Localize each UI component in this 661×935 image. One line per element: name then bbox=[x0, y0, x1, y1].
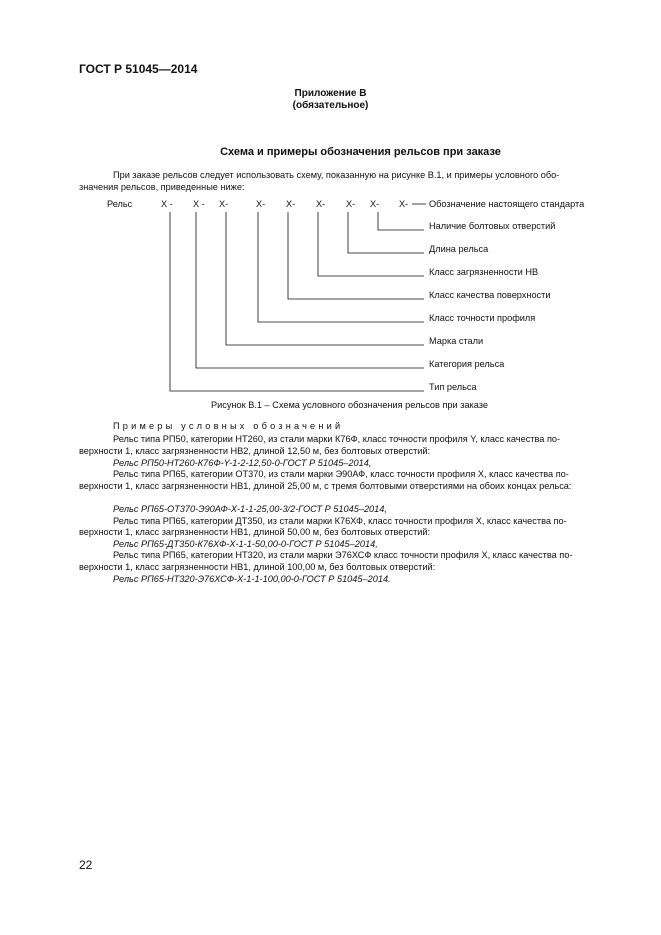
example-line-6: верхности 1, класс загрязненности НВ1, длиной 50,00 м, без болтовых отверстий: bbox=[79, 527, 431, 537]
document-header: ГОСТ Р 51045—2014 bbox=[79, 62, 198, 76]
scheme-connector-line-6 bbox=[258, 212, 424, 322]
scheme-label-4: Класс загрязненности НВ bbox=[429, 267, 539, 277]
example-line-5: Рельс типа РП65, категории ДТ350, из стали марки К76ХФ, класс точности профиля Х, класс качества по- bbox=[113, 516, 567, 526]
scheme-position-9: Х- bbox=[399, 199, 409, 209]
scheme-position-2: Х - bbox=[193, 199, 205, 209]
scheme-position-6: Х- bbox=[316, 199, 326, 209]
scheme-prefix: Рельс bbox=[107, 199, 133, 209]
scheme-label-5: Класс качества поверхности bbox=[429, 290, 551, 300]
scheme-label-1: Обозначение настоящего стандарта bbox=[429, 199, 585, 209]
scheme-position-1: Х - bbox=[161, 199, 173, 209]
scheme-connector-line-5 bbox=[288, 212, 424, 299]
example-line-3: Рельс типа РП65, категории ОТ370, из стали марки Э90АФ, класс точности профиля Х, класс качества по- bbox=[113, 469, 569, 479]
figure-caption: Рисунок В.1 – Схема условного обозначения рельсов при заказе bbox=[211, 400, 488, 410]
example-designation-4: Рельс РП65-НТ320-Э76ХСФ-Х-1-1-100,00-0-ГОСТ Р 51045–2014. bbox=[113, 574, 391, 584]
scheme-position-5: Х- bbox=[286, 199, 296, 209]
page-number: 22 bbox=[79, 858, 93, 872]
appendix-subtitle: (обязательное) bbox=[292, 100, 369, 111]
example-line-1: Рельс типа РП50, категории НТ260, из стали марки К76Ф, класс точности профиля Y, класс качества по- bbox=[113, 434, 561, 444]
scheme-connector-line-7 bbox=[226, 212, 424, 345]
designation-scheme-diagram bbox=[0, 0, 661, 400]
section-title: Схема и примеры обозначения рельсов при заказе bbox=[220, 146, 501, 158]
scheme-position-3: Х- bbox=[219, 199, 229, 209]
scheme-connector-line-3 bbox=[348, 212, 424, 253]
scheme-connector-line-9 bbox=[170, 212, 424, 391]
scheme-label-9: Тип рельса bbox=[429, 382, 477, 392]
example-designation-1: Рельс РП50-НТ260-К76Ф-Y-1-2-12,50-0-ГОСТ Р 51045–2014, bbox=[113, 458, 372, 468]
example-line-2: верхности 1, класс загрязненности НВ2, длиной 12,50 м, без болтовых отверстий: bbox=[79, 446, 431, 456]
scheme-connector-line-4 bbox=[318, 212, 424, 276]
scheme-connector-line-2 bbox=[378, 212, 424, 230]
example-line-7: Рельс типа РП65, категории НТ320, из стали марки Э76ХСФ класс точности профиля Х, класс качества по- bbox=[113, 550, 573, 560]
scheme-label-8: Категория рельса bbox=[429, 359, 505, 369]
intro-line-2: значения рельсов, приведенные ниже: bbox=[79, 182, 245, 192]
scheme-position-4: Х- bbox=[256, 199, 266, 209]
example-designation-2: Рельс РП65-ОТ370-Э90АФ-Х-1-1-25,00-3/2-ГОСТ Р 51045–2014, bbox=[113, 504, 387, 514]
scheme-label-2: Наличие болтовых отверстий bbox=[429, 221, 556, 231]
scheme-label-7: Марка стали bbox=[429, 336, 484, 346]
scheme-position-8: Х- bbox=[370, 199, 380, 209]
examples-heading: Примеры условных обозначений bbox=[113, 421, 344, 431]
scheme-position-7: Х- bbox=[346, 199, 356, 209]
intro-line-1: При заказе рельсов следует использовать схему, показанную на рисунке В.1, и примеры условного обо- bbox=[113, 170, 560, 180]
example-line-4: верхности 1, класс загрязненности НВ1, длиной 25,00 м, с тремя болтовыми отверстиями на обоих концах рельса: bbox=[79, 481, 572, 491]
scheme-label-6: Класс точности профиля bbox=[429, 313, 536, 323]
scheme-label-3: Длина рельса bbox=[429, 244, 489, 254]
example-designation-3: Рельс РП65-ДТ350-К76ХФ-Х-1-1-50,00-0-ГОСТ Р 51045–2014, bbox=[113, 539, 378, 549]
example-line-8: верхности 1, класс загрязненности НВ1, длиной 100,00 м, без болтовых отверстий: bbox=[79, 562, 436, 572]
appendix-title: Приложение В bbox=[294, 88, 367, 99]
